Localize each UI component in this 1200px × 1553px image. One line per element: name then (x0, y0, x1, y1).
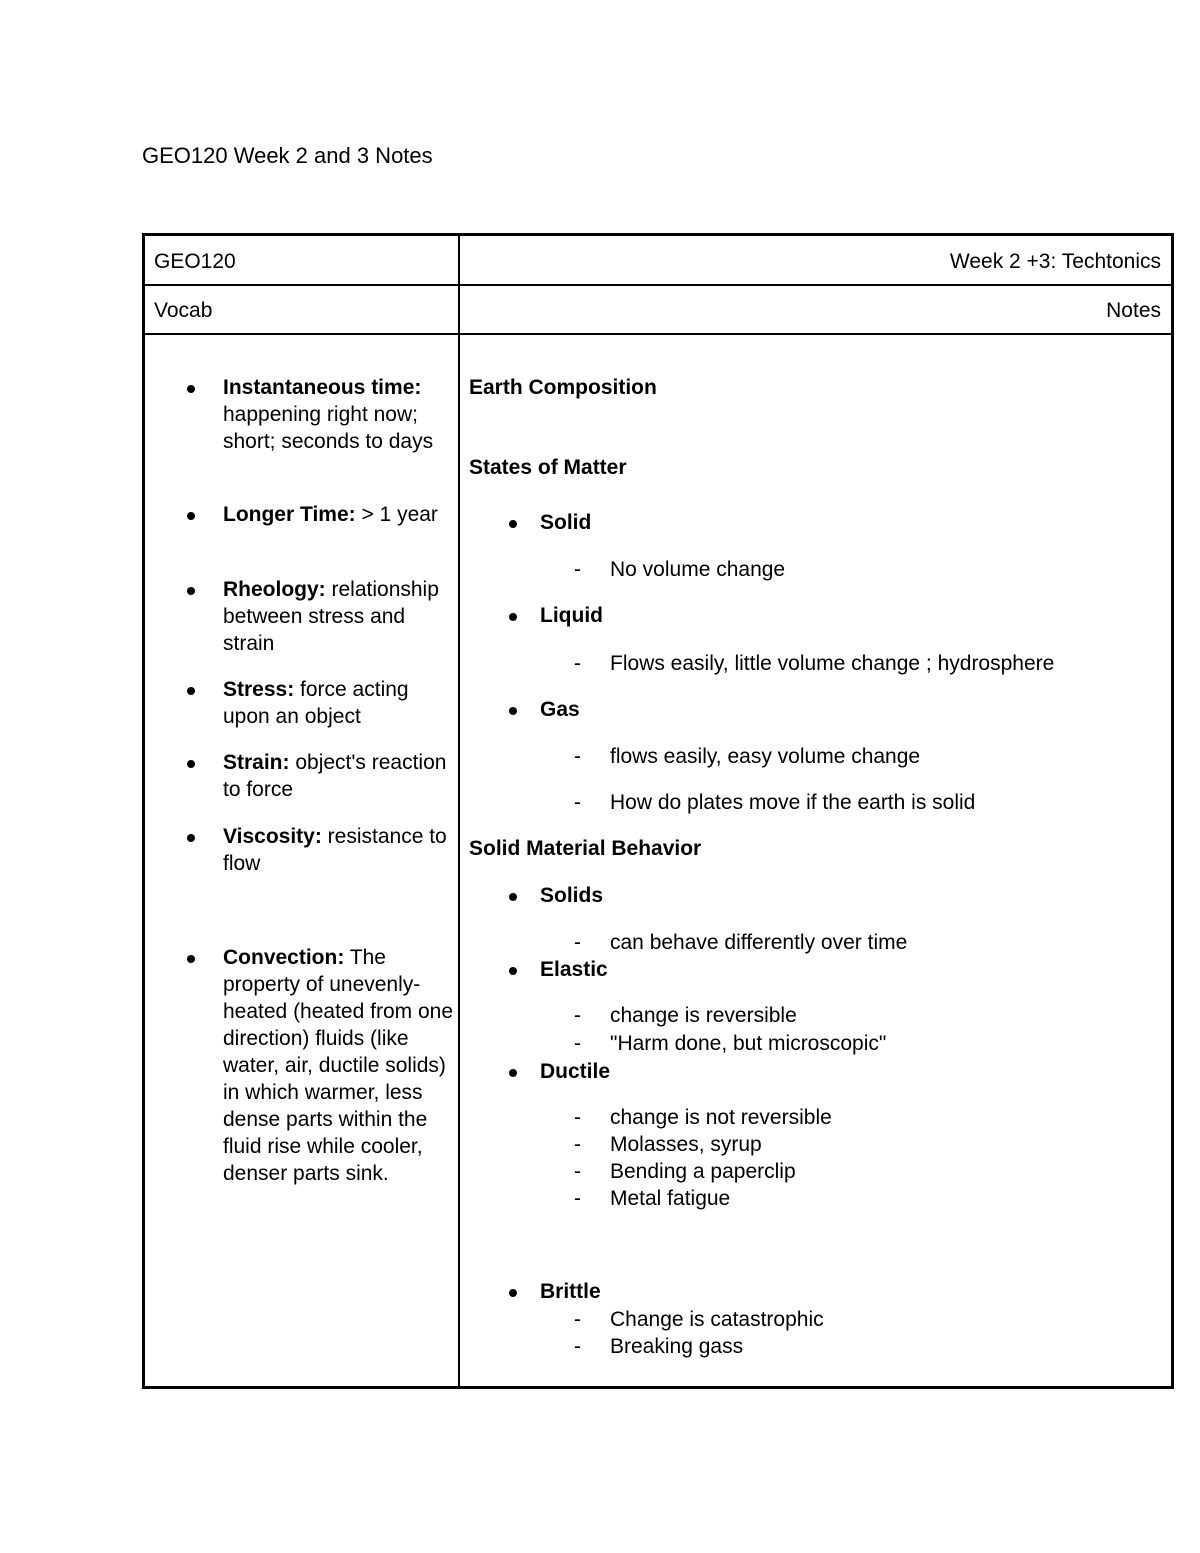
note-detail: change is reversible (610, 1004, 797, 1027)
vocab-definition: force acting upon an object (223, 678, 409, 728)
dash-marker: - (574, 1187, 581, 1210)
section-heading: States of Matter (469, 456, 627, 479)
vocab-term: Viscosity: (223, 825, 322, 848)
bullet-icon (187, 760, 195, 768)
dash-marker: - (574, 1308, 581, 1331)
vocab-item (223, 749, 453, 803)
note-detail: change is not reversible (610, 1106, 832, 1129)
vocab-header: Vocab (154, 299, 213, 322)
state-label: Solid (540, 511, 592, 534)
topic-title: Week 2 +3: Techtonics (949, 250, 1161, 273)
note-detail: "Harm done, but microscopic" (610, 1032, 887, 1055)
vocab-item (223, 501, 453, 528)
note-detail: How do plates move if the earth is solid (610, 791, 976, 814)
dash-marker: - (574, 1106, 581, 1129)
vocab-item (223, 676, 453, 730)
bullet-icon (509, 1289, 517, 1297)
bullet-icon (509, 893, 517, 901)
vocab-term: Rheology: (223, 578, 326, 601)
row-divider (145, 284, 1171, 286)
note-detail: Change is catastrophic (610, 1308, 824, 1331)
bullet-icon (187, 834, 195, 842)
dash-marker: - (574, 791, 581, 814)
bullet-icon (187, 385, 195, 393)
dash-marker: - (574, 558, 581, 581)
bullet-icon (509, 967, 517, 975)
bullet-icon (187, 512, 195, 520)
dash-marker: - (574, 931, 581, 954)
behavior-label: Solids (540, 884, 604, 907)
note-detail: Breaking gass (610, 1335, 744, 1358)
bullet-icon (187, 955, 195, 963)
vocab-item (223, 576, 453, 657)
vocab-definition: > 1 year (355, 503, 438, 526)
note-detail: Flows easily, little volume change ; hydrosphere (610, 652, 1055, 675)
note-detail: Metal fatigue (610, 1187, 731, 1210)
behavior-label: Brittle (540, 1280, 601, 1303)
note-detail: Molasses, syrup (610, 1133, 762, 1156)
vocab-item (223, 823, 453, 877)
vocab-definition: happening right now; short; seconds to days (223, 403, 434, 453)
course-code: GEO120 (154, 250, 236, 273)
bullet-icon (509, 520, 517, 528)
dash-marker: - (574, 1133, 581, 1156)
notes-table (142, 233, 1174, 1389)
bullet-icon (509, 613, 517, 621)
bullet-icon (187, 587, 195, 595)
section-heading: Earth Composition (469, 376, 657, 399)
note-detail: No volume change (610, 558, 786, 581)
column-divider (458, 236, 460, 1386)
row-divider (145, 333, 1171, 335)
document-title: GEO120 Week 2 and 3 Notes (142, 143, 433, 168)
dash-marker: - (574, 1004, 581, 1027)
vocab-definition: object's reaction to force (223, 751, 447, 801)
vocab-item (223, 374, 453, 455)
behavior-label: Ductile (540, 1060, 611, 1083)
bullet-icon (187, 687, 195, 695)
vocab-item (223, 944, 453, 1187)
vocab-term: Convection: (223, 946, 345, 969)
vocab-term: Longer Time: (223, 503, 356, 526)
bullet-icon (509, 1069, 517, 1077)
vocab-term: Stress: (223, 678, 295, 701)
notes-header: Notes (1106, 299, 1161, 322)
state-label: Liquid (540, 604, 603, 627)
vocab-definition: The property of unevenly-heated (heated from one direction) fluids (like water, air, ductile solids) in which warmer, less dense parts within the fluid rise while cooler, denser parts sink. (223, 946, 453, 1185)
dash-marker: - (574, 745, 581, 768)
behavior-label: Elastic (540, 958, 608, 981)
dash-marker: - (574, 1335, 581, 1358)
vocab-term: Instantaneous time: (223, 376, 422, 399)
section-heading: Solid Material Behavior (469, 837, 702, 860)
note-detail: can behave differently over time (610, 931, 908, 954)
dash-marker: - (574, 1160, 581, 1183)
note-detail: Bending a paperclip (610, 1160, 796, 1183)
vocab-definition: relationship between stress and strain (223, 578, 439, 655)
state-label: Gas (540, 698, 580, 721)
note-detail: flows easily, easy volume change (610, 745, 921, 768)
vocab-term: Strain: (223, 751, 290, 774)
vocab-definition: resistance to flow (223, 825, 447, 875)
dash-marker: - (574, 652, 581, 675)
bullet-icon (509, 707, 517, 715)
dash-marker: - (574, 1032, 581, 1055)
